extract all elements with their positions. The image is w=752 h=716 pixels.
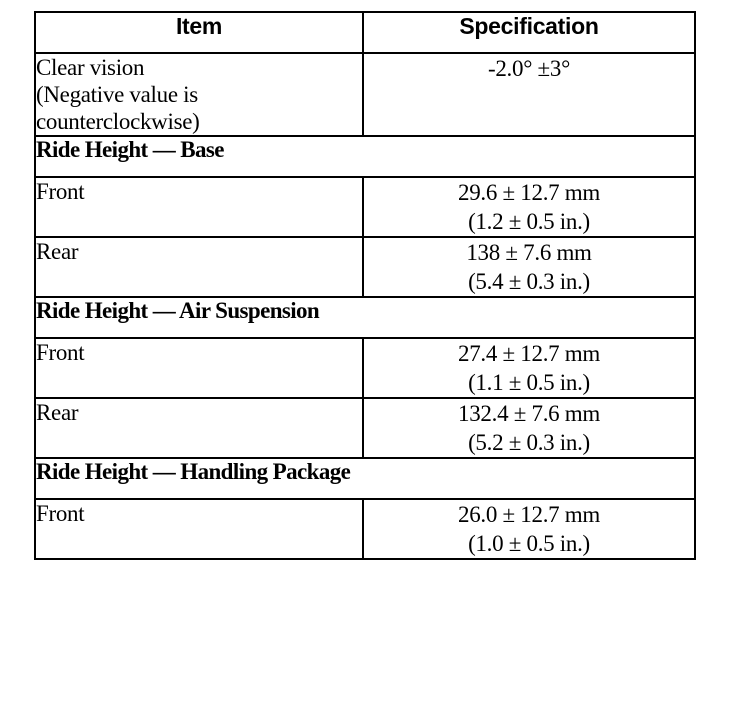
section-row-air-suspension <box>35 297 695 338</box>
column-header-specification: Specification <box>363 12 695 53</box>
spec-cell <box>363 177 695 237</box>
spec-imperial: (1.2 ± 0.5 in.) <box>468 209 590 234</box>
spec-metric: 29.6 ± 12.7 mm <box>458 180 600 205</box>
section-row-handling-package <box>35 458 695 499</box>
spec-imperial: (5.4 ± 0.3 in.) <box>468 269 590 294</box>
table-row <box>35 398 695 458</box>
spec-cell <box>363 237 695 297</box>
table-row <box>35 338 695 398</box>
spec-metric: 132.4 ± 7.6 mm <box>458 401 600 426</box>
item-cell: Rear <box>35 237 363 297</box>
spec-metric: 138 ± 7.6 mm <box>466 240 592 265</box>
section-title-base: Ride Height — Base <box>35 136 695 177</box>
spec-cell <box>363 398 695 458</box>
column-header-item: Item <box>35 12 363 53</box>
item-cell: Front <box>35 499 363 559</box>
spec-imperial: (1.0 ± 0.5 in.) <box>468 531 590 556</box>
section-title-air-suspension: Ride Height — Air Suspension <box>35 297 695 338</box>
section-title-handling-package: Ride Height — Handling Package <box>35 458 695 499</box>
table-row <box>35 499 695 559</box>
spec-metric: 27.4 ± 12.7 mm <box>458 341 600 366</box>
item-cell: Rear <box>35 398 363 458</box>
item-cell-clear-vision: Clear vision (Negative value is counterclockwise) <box>35 53 363 136</box>
spec-imperial: (1.1 ± 0.5 in.) <box>468 370 590 395</box>
spec-cell <box>363 499 695 559</box>
table-header-row <box>35 12 695 53</box>
spec-imperial: (5.2 ± 0.3 in.) <box>468 430 590 455</box>
spec-cell-clear-vision: -2.0° ±3° <box>363 53 695 136</box>
item-cell: Front <box>35 177 363 237</box>
item-cell: Front <box>35 338 363 398</box>
table-row <box>35 177 695 237</box>
spec-metric: 26.0 ± 12.7 mm <box>458 502 600 527</box>
section-row-base <box>35 136 695 177</box>
table-row-clear-vision <box>35 53 695 136</box>
table-row <box>35 237 695 297</box>
specification-table <box>34 11 696 560</box>
spec-cell <box>363 338 695 398</box>
